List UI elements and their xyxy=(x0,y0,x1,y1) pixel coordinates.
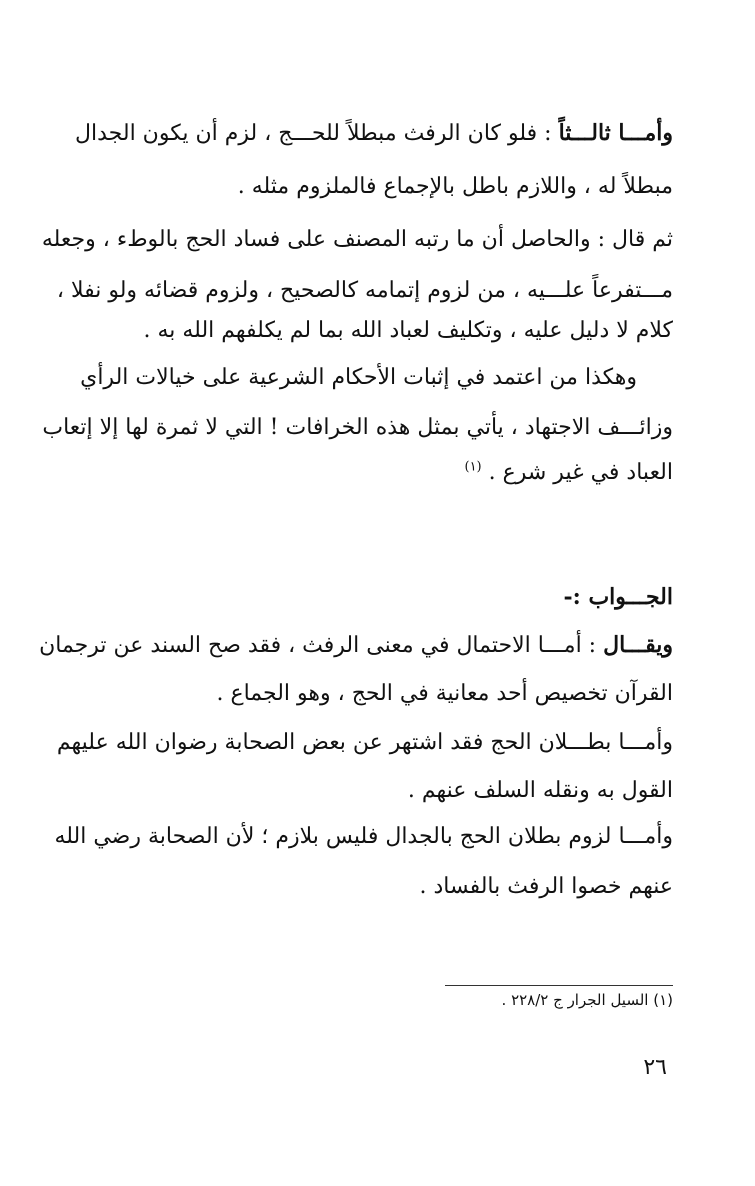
answer-p3-line1: وأمـــا لزوم بطلان الحج بالجدال فليس بلازم ؛ لأن الصحابة رضي الله xyxy=(54,824,673,849)
answer-p2-line2: القول به ونقله السلف عنهم . xyxy=(407,778,673,803)
paragraph3-line3 xyxy=(73,458,673,488)
paragraph1-line1-text: : فلو كان الرفث مبطلاً للحـــج ، لزم أن يكون الجدال xyxy=(75,121,559,146)
footnote-divider xyxy=(445,985,673,986)
footnote-reference: (١) xyxy=(464,459,482,475)
answer-p1-lead: ويقـــال xyxy=(603,632,673,658)
paragraph2-line2: مـــتفرعاً علـــيه ، من لزوم إتمامه كالصحيح ، ولزوم قضائه ولو نفلا ، xyxy=(56,278,673,303)
paragraph2-line3: كلام لا دليل عليه ، وتكليف لعباد الله بما لم يكلفهم الله به . xyxy=(143,318,673,343)
paragraph1-line2: مبطلاً له ، واللازم باطل بالإجماع فالملزوم مثله . xyxy=(237,174,673,199)
answer-p2-line1: وأمـــا بطـــلان الحج فقد اشتهر عن بعض الصحابة رضوان الله عليهم xyxy=(56,730,673,755)
paragraph1-lead: وأمـــا ثالـــثاً xyxy=(558,120,673,146)
paragraph3-line2: وزائـــف الاجتهاد ، يأتي بمثل هذه الخرافات ! التي لا ثمرة لها إلا إتعاب xyxy=(42,415,673,440)
paragraph2-line1: ثم قال : والحاصل أن ما رتبه المصنف على فساد الحج بالوطء ، وجعله xyxy=(41,227,673,252)
answer-p3-line2: عنهم خصوا الرفث بالفساد . xyxy=(419,874,673,899)
answer-heading: الجـــواب :- xyxy=(563,584,673,610)
paragraph1-line1 xyxy=(73,118,673,149)
paragraph3-line1: وهكذا من اعتمد في إثبات الأحكام الشرعية على خيالات الرأي xyxy=(80,365,637,390)
page-number: ٢٦ xyxy=(643,1055,667,1080)
answer-p1-line1 xyxy=(39,630,673,661)
paragraph3-line3-text: العباد في غير شرع . xyxy=(488,460,673,485)
answer-p1-line2: القرآن تخصيص أحد معانية في الحج ، وهو الجماع . xyxy=(216,681,673,706)
footnote-text: (١) السيل الجرار ج ٢٢٨/٢ . xyxy=(501,991,673,1009)
answer-p1-line1-text: : أمـــا الاحتمال في معنى الرفث ، فقد صح السند عن ترجمان xyxy=(39,633,604,658)
